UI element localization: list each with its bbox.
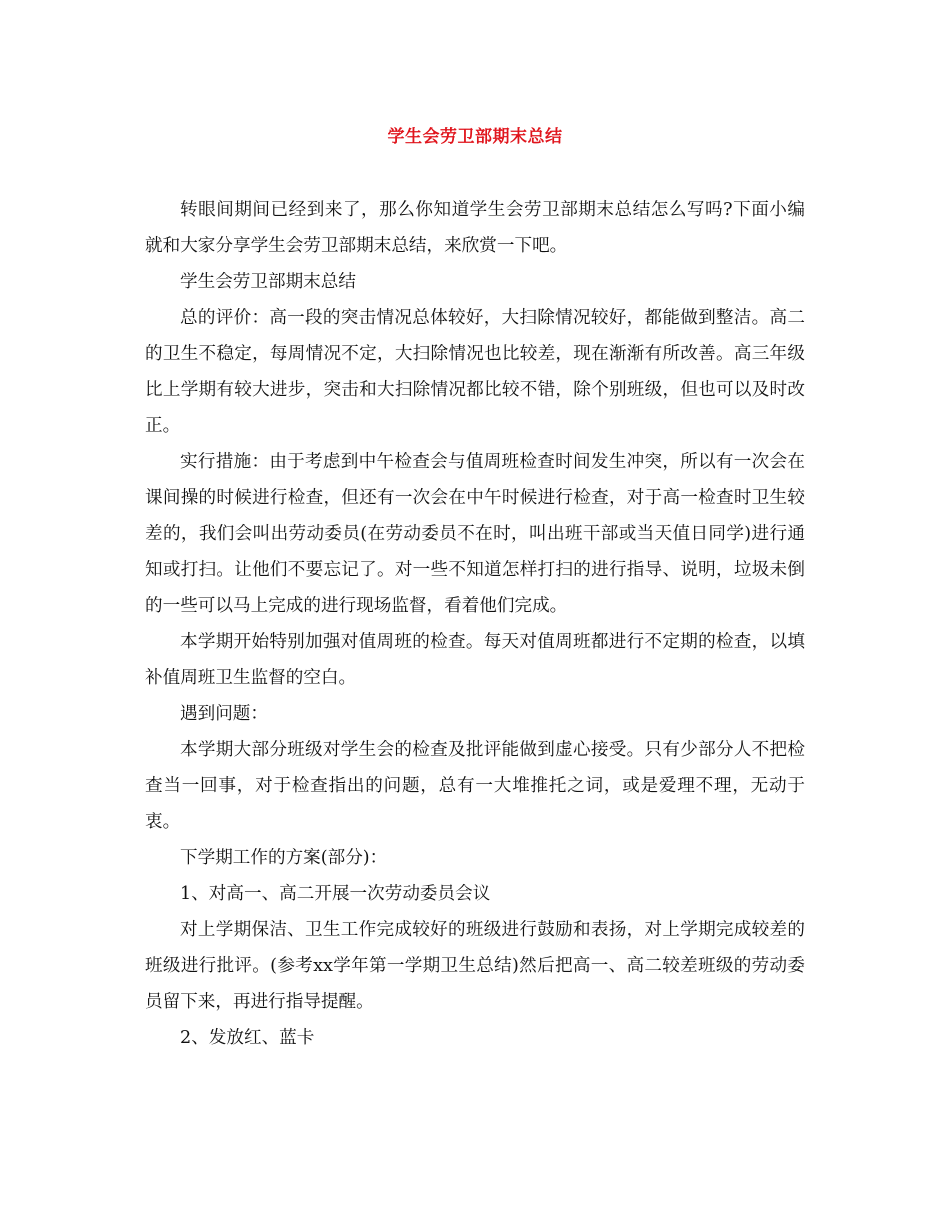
document-body <box>145 192 805 1056</box>
paragraph-plan-item-1: 1、对高一、高二开展一次劳动委员会议 <box>180 884 491 904</box>
paragraph-plan-item-1-detail: 对上学期保洁、卫生工作完成较好的班级进行鼓励和表扬，对上学期完成较差的班级进行批评。(参考xx学年第一学期卫生总结)然后把高一、高二较差班级的劳动委员留下来，再进行指导提醒。 <box>145 920 805 1012</box>
paragraph-intro: 转眼间期间已经到来了，那么你知道学生会劳卫部期末总结怎么写吗?下面小编就和大家分享学生会劳卫部期末总结，来欣赏一下吧。 <box>145 200 805 256</box>
paragraph-duty-class-check: 本学期开始特别加强对值周班的检查。每天对值周班都进行不定期的检查，以填补值周班卫生监督的空白。 <box>145 632 805 688</box>
paragraph-subtitle: 学生会劳卫部期末总结 <box>180 272 356 292</box>
paragraph-measures: 实行措施：由于考虑到中午检查会与值周班检查时间发生冲突，所以有一次会在课间操的时候进行检查，但还有一次会在中午时候进行检查，对于高一检查时卫生较差的，我们会叫出劳动委员(在劳动委员不在时，叫出班干部或当天值日同学)进行通知或打扫。让他们不要忘记了。对一些不知道怎样打扫的进行指导、说明，垃圾未倒的一些可以马上完成的进行现场监督，看着他们完成。 <box>145 452 805 616</box>
paragraph-overall-evaluation: 总的评价：高一段的突击情况总体较好，大扫除情况较好，都能做到整洁。高二的卫生不稳定，每周情况不定，大扫除情况也比较差，现在渐渐有所改善。高三年级比上学期有较大进步，突击和大扫除情况都比较不错，除个别班级，但也可以及时改正。 <box>145 308 805 436</box>
paragraph-plan-item-2: 2、发放红、蓝卡 <box>180 1028 315 1048</box>
document-title: 学生会劳卫部期末总结 <box>387 127 563 147</box>
paragraph-plan-heading: 下学期工作的方案(部分)： <box>180 848 388 868</box>
paragraph-problems: 本学期大部分班级对学生会的检查及批评能做到虚心接受。只有少部分人不把检查当一回事，对于检查指出的问题，总有一大堆推托之词，或是爱理不理，无动于衷。 <box>145 740 805 832</box>
paragraph-problems-heading: 遇到问题： <box>180 704 268 724</box>
